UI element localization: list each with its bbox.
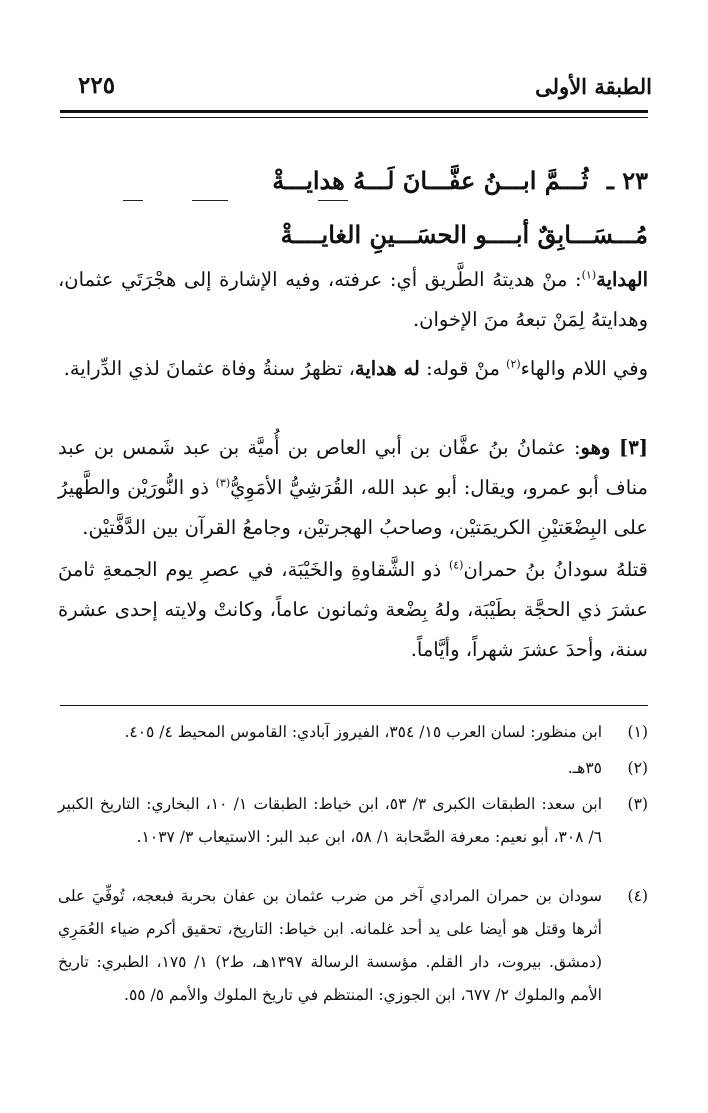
term-hidaya: الهداية [596,268,648,291]
paragraph-text: : منْ هديتهُ الطَّريق أي: عرفته، وفيه الإشارة إلى هجْرَتَي عثمان، وهدايتهُ لِمَنْ تبعهُ منَ الإخوان. [58,268,648,331]
footnote-ref-4[interactable]: (٤) [448,558,464,572]
section-marker: [٣] وهو [580,436,648,459]
verse-text-2: مُـــسَـــابِقٌ أبــــو الحسَـــينِ الغايــــةْ [280,220,648,249]
footnote-text: ٣٥هـ. [567,759,602,777]
footnote-text: ابن منظور: لسان العرب ١٥/ ٣٥٤، الفيروز آبادي: القاموس المحيط ٤/ ٤٠٥. [124,723,602,741]
footnote-3 [58,788,648,854]
paragraph-text: : عثمانُ بنُ عفَّان بن أبي العاص بن أُميَّة بن عبد شَمس بن عبد مناف أبو عمرو، ويقال: أبو عبد الله، القُرَشِيُّ الأمَوِيُّ [58,436,649,499]
footnote-ref-1[interactable]: (١) [581,268,597,282]
page-number: ٢٢٥ [78,72,116,99]
paragraph-text: ذو النُّورَيْن والطَّهيرُ على البِضْعَتيْنِ الكريمَتيْن، وصاحبُ الهجرتيْن، وجامعُ القرآن بين الدَّفَّتيْن. [58,476,648,539]
footnote-ref-3[interactable]: (٣) [215,476,231,490]
header-rule-thin [60,117,648,118]
paragraph-hidaya [58,260,648,340]
footnote-number: (٤) [627,887,648,905]
verse-underline-1 [318,200,348,201]
footnote-1 [58,716,648,749]
footnote-number: (١) [627,723,648,741]
header-rule-thick [60,110,648,113]
verse-line-1 [272,166,648,195]
verse-number: ٢٣ ـ [606,166,648,195]
verse-line-2 [281,220,648,249]
quoted-phrase: له هداية [354,357,420,380]
footnote-2 [58,752,648,785]
running-title: الطبقة الأولى [535,74,652,99]
verse-text-1: ثُـــمَّ ابـــنُ عفَّـــانَ لَـــهُ هدايـــةْ [272,166,589,195]
paragraph-death [58,550,648,670]
paragraph-text: منْ قوله: [419,357,507,380]
footnote-4 [58,880,648,1012]
footnote-text: ابن سعد: الطبقات الكبرى ٣/ ٥٣، ابن خياط: الطبقات ١/ ١٠، البخاري: التاريخ الكبير ٦/ ٣٠٨، أبو نعيم: معرفة الصَّحابة ١/ ٥٨، ابن عبد البر: الاستيعاب ٣/ ١٠٣٧. [58,795,603,846]
verse-underline-3 [123,200,143,201]
footnote-ref-2[interactable]: (٢) [506,357,521,371]
footnote-number: (٣) [627,795,648,813]
paragraph-uthman-bio [58,428,648,548]
footnote-number: (٢) [627,759,648,777]
paragraph-text: قتلهُ سودانُ بنُ حمران [463,558,648,581]
paragraph-text: ، تظهرُ سنةُ وفاة عثمانَ لذي الدِّراية. [63,357,355,380]
verse-underline-2 [192,200,228,201]
footnote-text: سودان بن حمران المرادي آخر من ضرب عثمان بن عفان بحربة فبعجه، تُوفِّيَ على أثرها وقتل هو أيضا على يد أحد غلمانه. ابن خياط: التاريخ، تحقيق أكرم ضياء العُمَرِي (دمشق. بيروت، دار القلم. مؤسسة الرسالة ١٣٩٧هـ، ط٢) ١/ ١٧٥، الطبري: تاريخ الأمم والملوك ٢/ ٦٧٧، ابن الجوزي: المنتظم في تاريخ الملوك والأمم ٥/ ٥٥. [58,887,602,1004]
footnote-separator [60,705,648,706]
paragraph-text: ذو الشَّقاوةِ والخَيْبَة، في عصرِ يوم الجمعةِ ثامنَ عشرَ ذي الحجَّة بطَيْبَة، ولهُ بِضْعة وثمانون عاماً، وكانتْ ولايته إحدى عشرة سنة، وأحدَ عشرَ شهراً، وأيَّاماً. [58,558,648,661]
paragraph-text: وفي اللام والهاء [520,357,648,380]
paragraph-lam-ha [58,349,648,389]
